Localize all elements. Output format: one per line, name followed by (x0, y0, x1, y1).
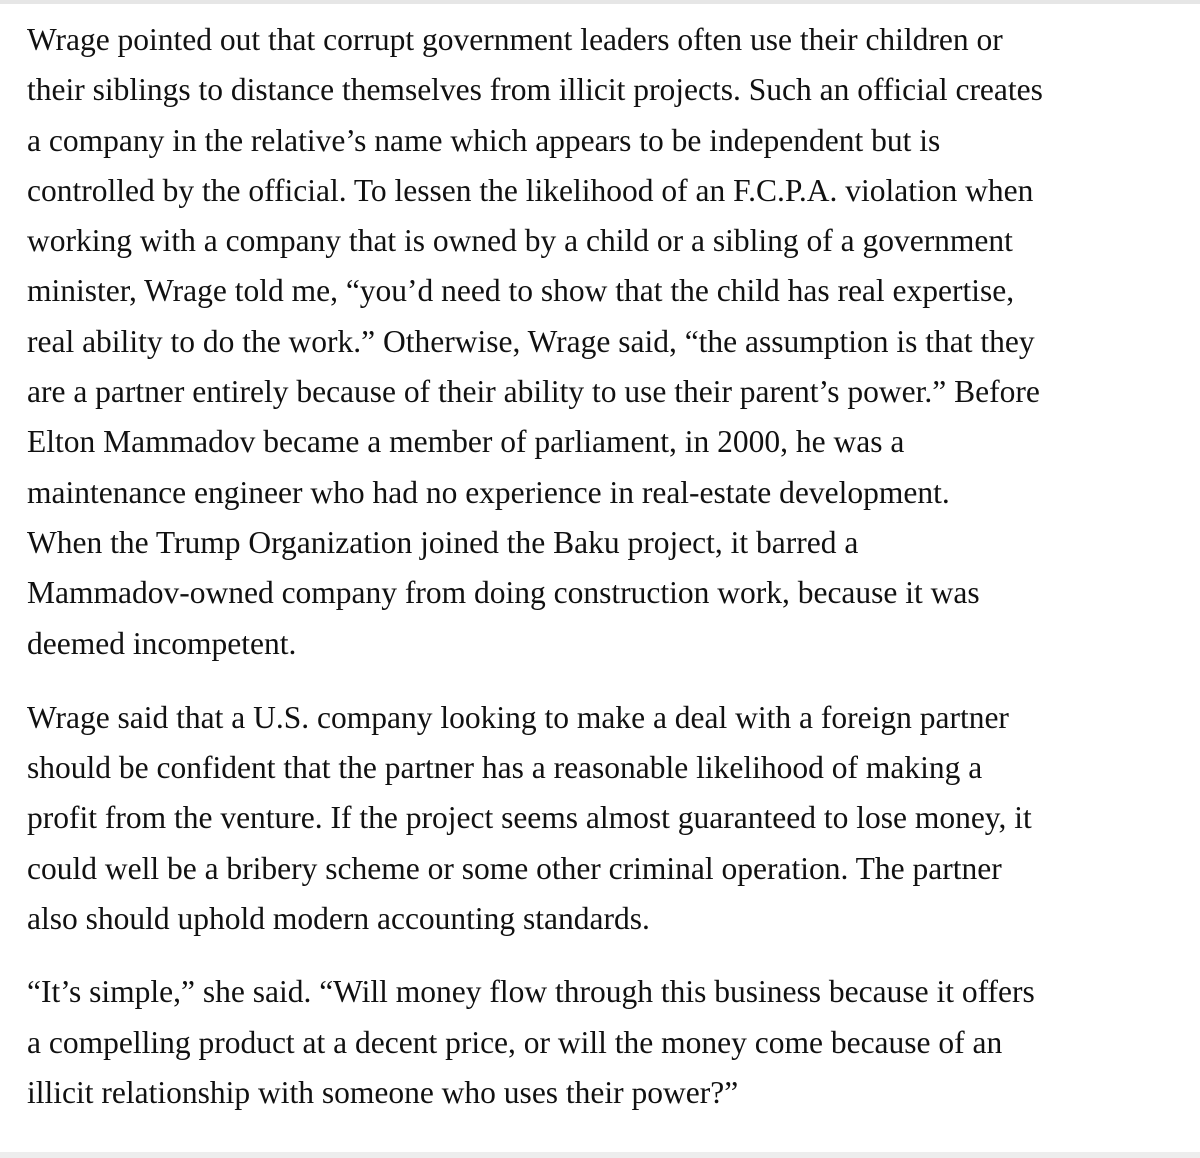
text-line: Wrage pointed out that corrupt government leaders often use their children or (27, 22, 1003, 57)
text-line: profit from the venture. If the project seems almost guaranteed to lose money, it (27, 800, 1032, 836)
text-line: minister, Wrage told me, “you’d need to show that the child has real expertise, (27, 273, 1015, 309)
text-line: maintenance engineer who had no experience in real-estate development. (27, 474, 950, 510)
text-line: a company in the relative’s name which appears to be independent but is (27, 122, 941, 158)
article-body (27, 15, 1195, 1118)
text-line: could well be a bribery scheme or some other criminal operation. The partner (27, 850, 1002, 886)
text-line: When the Trump Organization joined the Baku project, it barred a (27, 524, 859, 560)
text-line: are a partner entirely because of their ability to use their parent’s power.” Before (27, 374, 1040, 410)
text-line: real ability to do the work.” Otherwise, Wrage said, “the assumption is that they (27, 323, 1035, 359)
bottom-divider (0, 1152, 1200, 1158)
text-line: “It’s simple,” she said. “Will money flow through this business because it offers (27, 974, 1035, 1010)
text-line: controlled by the official. To lessen the likelihood of an F.C.P.A. violation when (27, 172, 1034, 208)
text-line: Elton Mammadov became a member of parliament, in 2000, he was a (27, 424, 905, 460)
text-line: also should uphold modern accounting standards. (27, 901, 650, 937)
top-divider (0, 0, 1200, 4)
text-line: Mammadov-owned company from doing construction work, because it was (27, 575, 980, 611)
text-line: Wrage said that a U.S. company looking to make a deal with a foreign partner (27, 699, 1009, 735)
text-line: illicit relationship with someone who uses their power?” (27, 1074, 739, 1110)
text-line: should be confident that the partner has a reasonable likelihood of making a (27, 750, 983, 786)
paragraph-2 (27, 693, 1195, 944)
paragraph-1 (27, 15, 1195, 669)
text-line: their siblings to distance themselves from illicit projects. Such an official creates (27, 72, 1043, 108)
text-line: deemed incompetent. (27, 625, 297, 661)
text-line: working with a company that is owned by a child or a sibling of a government (27, 223, 1013, 259)
text-line: a compelling product at a decent price, or will the money come because of an (27, 1024, 1003, 1060)
paragraph-3 (27, 967, 1195, 1118)
